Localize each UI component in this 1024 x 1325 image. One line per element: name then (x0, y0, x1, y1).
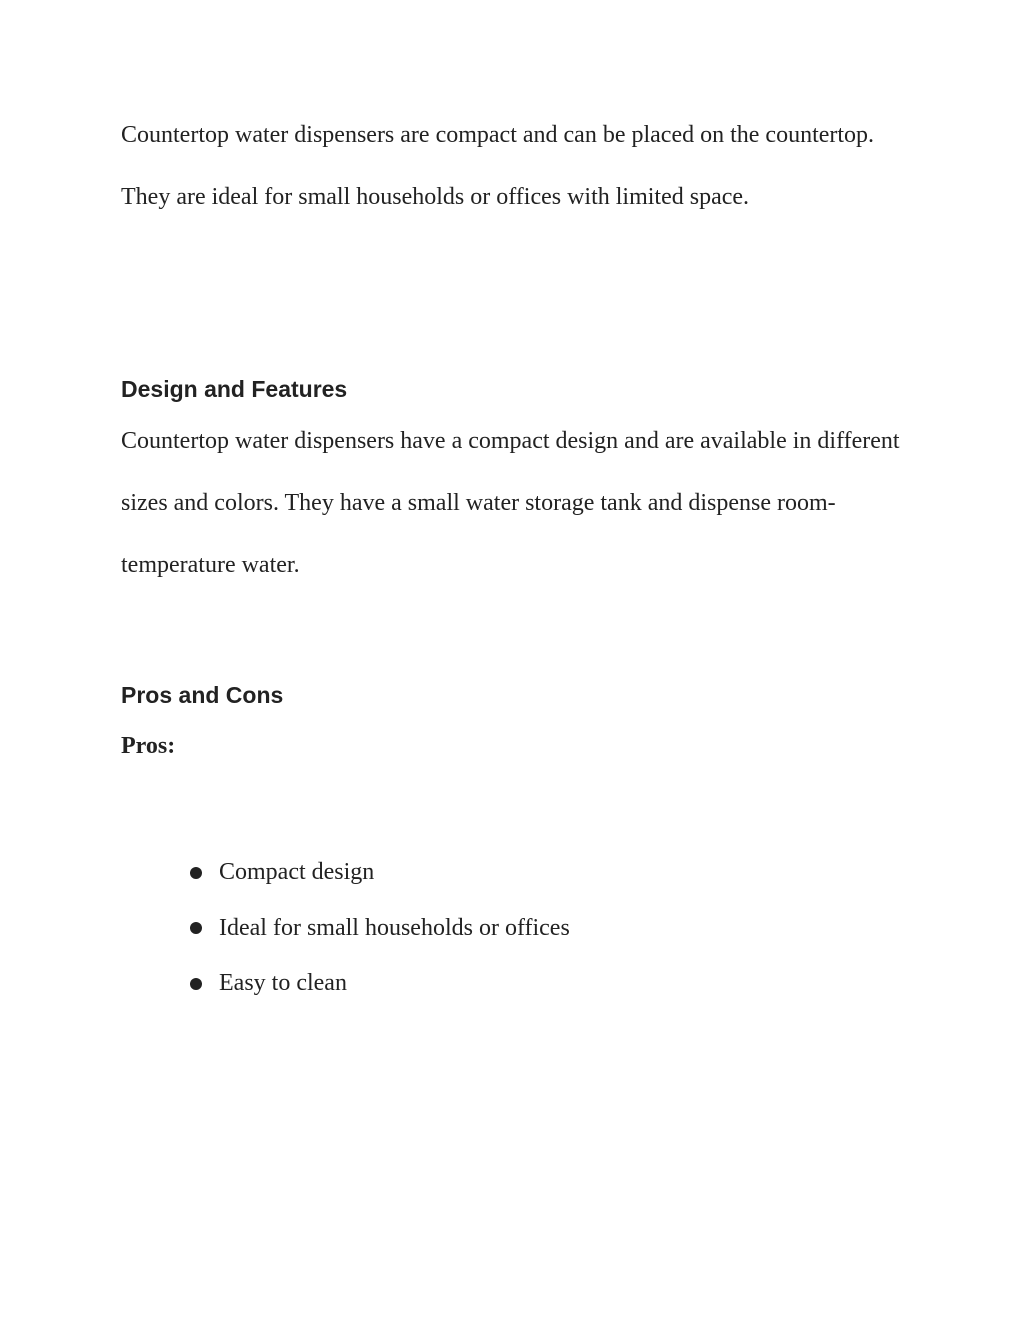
list-item (190, 845, 570, 901)
design-features-heading: Design and Features (121, 376, 348, 402)
pros-list (190, 845, 570, 1012)
list-item (190, 956, 570, 1012)
bullet-icon (190, 922, 202, 934)
pros-label: Pros: (121, 733, 176, 759)
bullet-icon (190, 978, 202, 990)
intro-paragraph: Countertop water dispensers are compact and can be placed on the countertop. They are ideal for small households or offices with limited space. (121, 122, 875, 210)
bullet-icon (190, 867, 202, 879)
pros-cons-heading: Pros and Cons (121, 682, 284, 708)
list-item-text: Ideal for small households or offices (219, 914, 570, 941)
design-features-paragraph: Countertop water dispensers have a compact design and are available in different sizes and colors. They have a small water storage tank and dispense room-temperature water. (121, 428, 900, 578)
list-item-text: Compact design (219, 859, 375, 885)
list-item-text: Easy to clean (219, 970, 347, 996)
list-item (190, 901, 570, 957)
